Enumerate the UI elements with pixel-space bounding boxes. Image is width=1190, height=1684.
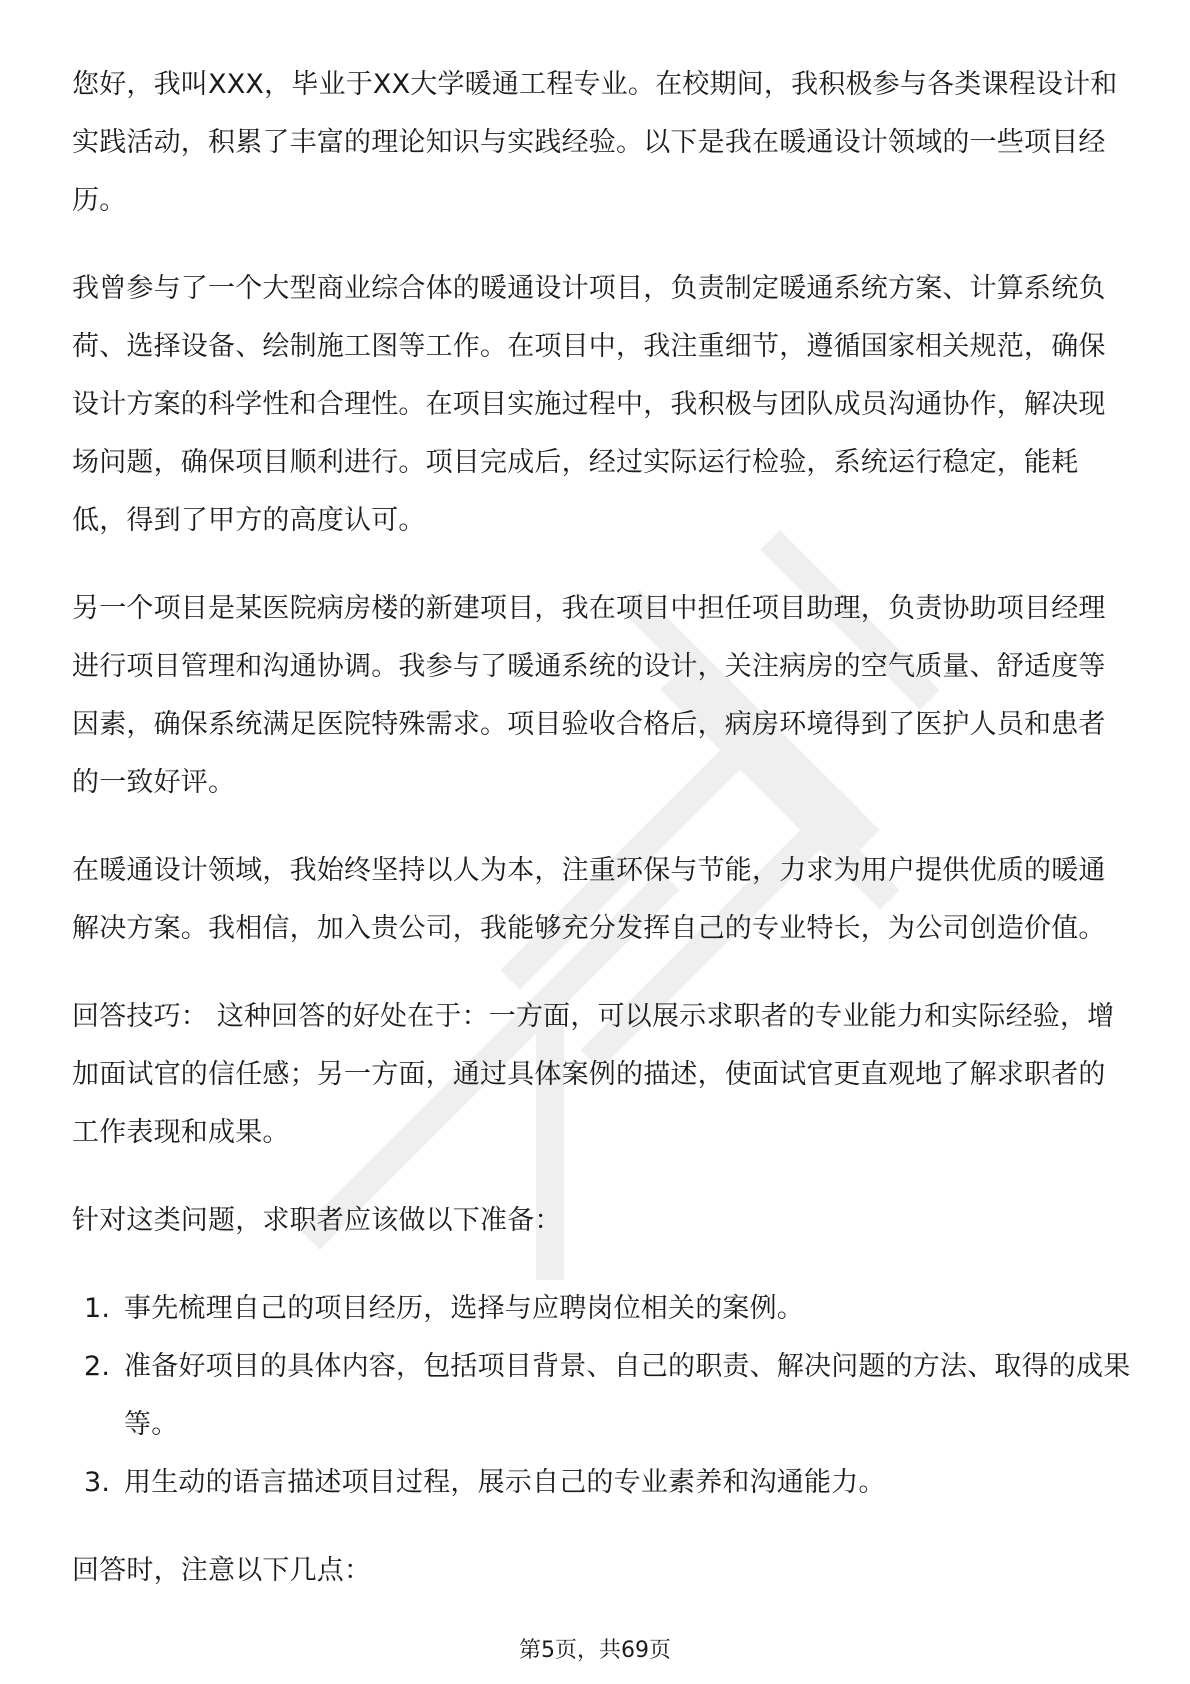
paragraph-intro: 您好，我叫XXX，毕业于XX大学暖通工程专业。在校期间，我积极参与各类课程设计和实践活动，积累了丰富的理论知识与实践经验。以下是我在暖通设计领域的一些项目经历。 bbox=[72, 69, 1118, 216]
paragraph-preparation-intro: 针对这类问题，求职者应该做以下准备： bbox=[72, 1205, 562, 1236]
document-page bbox=[72, 56, 1132, 1600]
list-item-text: 事先梳理自己的项目经历，选择与应聘岗位相关的案例。 bbox=[124, 1293, 804, 1324]
list-item-number: 3. bbox=[84, 1467, 111, 1498]
list-item bbox=[72, 1338, 1132, 1454]
paragraph-notes-intro: 回答时，注意以下几点： bbox=[72, 1555, 372, 1586]
list-item-text: 准备好项目的具体内容，包括项目背景、自己的职责、解决问题的方法、取得的成果等。 bbox=[124, 1351, 1131, 1440]
list-item-number: 1. bbox=[84, 1293, 111, 1324]
list-item bbox=[72, 1454, 1132, 1512]
paragraph-commercial-project: 我曾参与了一个大型商业综合体的暖通设计项目，负责制定暖通系统方案、计算系统负荷、选择设备、绘制施工图等工作。在项目中，我注重细节，遵循国家相关规范，确保设计方案的科学性和合理性。在项目实施过程中，我积极与团队成员沟通协作，解决现场问题，确保项目顺利进行。项目完成后，经过实际运行检验，系统运行稳定，能耗低，得到了甲方的高度认可。 bbox=[72, 273, 1106, 536]
page-footer: 第5页，共69页 bbox=[519, 1638, 671, 1663]
paragraph-answer-tips: 回答技巧： 这种回答的好处在于：一方面，可以展示求职者的专业能力和实际经验，增加面试官的信任感；另一方面，通过具体案例的描述，使面试官更直观地了解求职者的工作表现和成果。 bbox=[72, 1001, 1115, 1148]
list-item-number: 2. bbox=[84, 1351, 111, 1382]
paragraph-hospital-project: 另一个项目是某医院病房楼的新建项目，我在项目中担任项目助理，负责协助项目经理进行项目管理和沟通协调。我参与了暖通系统的设计，关注病房的空气质量、舒适度等因素，确保系统满足医院特殊需求。项目验收合格后，病房环境得到了医护人员和患者的一致好评。 bbox=[72, 593, 1106, 798]
paragraph-summary: 在暖通设计领域，我始终坚持以人为本，注重环保与节能，力求为用户提供优质的暖通解决方案。我相信，加入贵公司，我能够充分发挥自己的专业特长，为公司创造价值。 bbox=[72, 855, 1106, 944]
preparation-list bbox=[72, 1280, 1132, 1512]
list-item bbox=[72, 1280, 1132, 1338]
list-item-text: 用生动的语言描述项目过程，展示自己的专业素养和沟通能力。 bbox=[124, 1467, 886, 1498]
